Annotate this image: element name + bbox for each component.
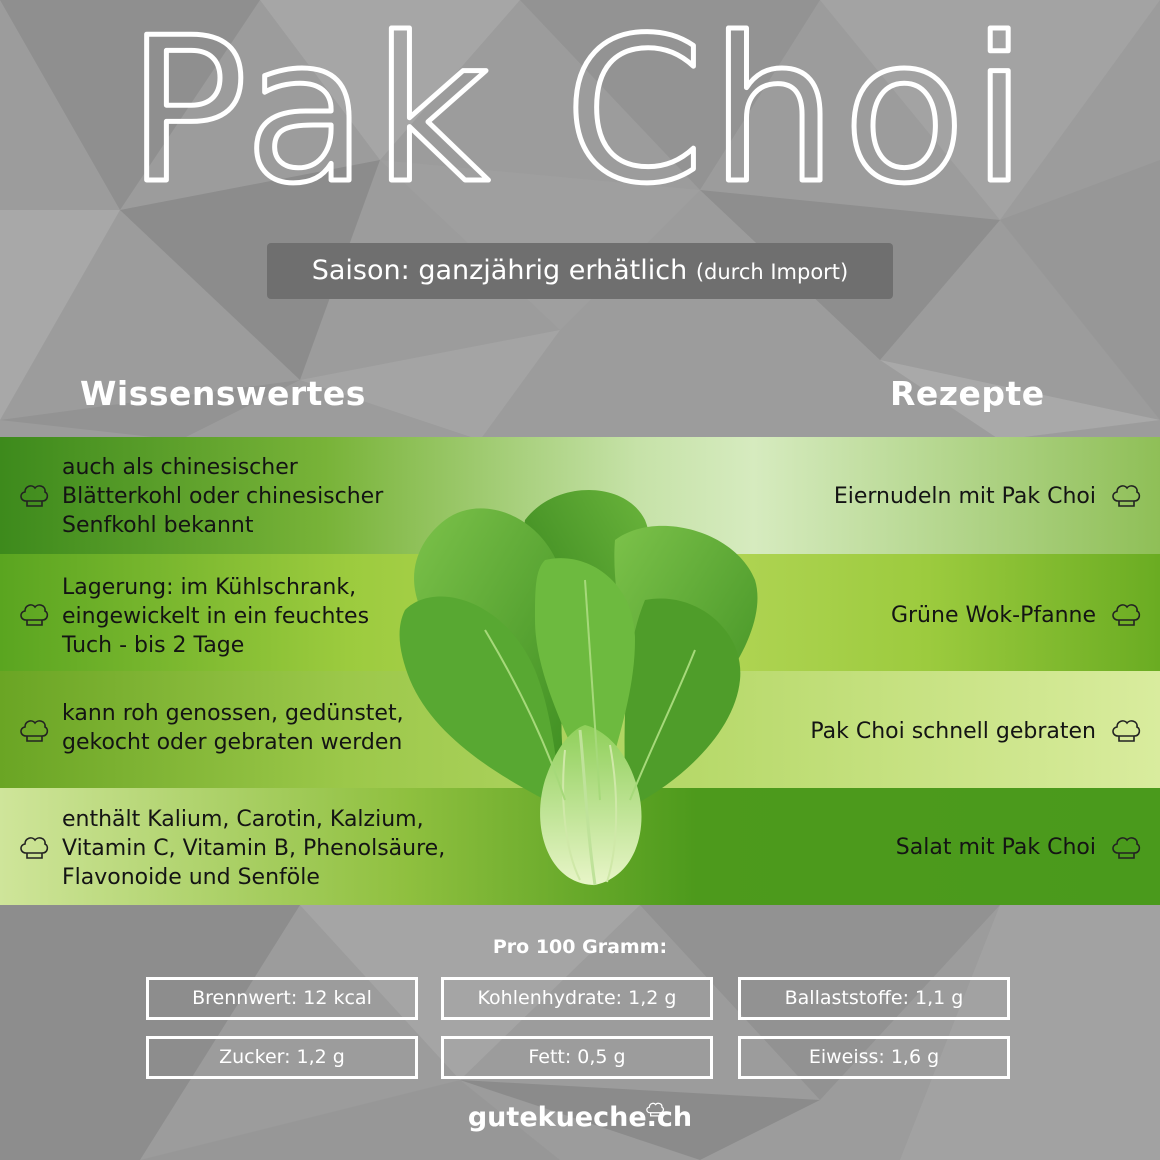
chef-hat-icon bbox=[18, 481, 50, 509]
nutrition-heading: Pro 100 Gramm: bbox=[492, 936, 668, 958]
season-note: (durch Import) bbox=[695, 260, 849, 284]
chef-hat-icon bbox=[1110, 716, 1142, 744]
facts-heading: Wissenswertes bbox=[80, 374, 366, 413]
pak-choi-image bbox=[395, 480, 785, 890]
season-banner bbox=[267, 243, 893, 299]
nutrition-box-energy: Brennwert: 12 kcal bbox=[146, 977, 418, 1020]
brand-logo-text[interactable]: gutekueche.ch bbox=[467, 1102, 693, 1133]
recipe-link-1[interactable]: Eiernudeln mit Pak Choi bbox=[833, 484, 1096, 509]
chef-hat-icon bbox=[1110, 481, 1142, 509]
chef-hat-icon bbox=[18, 833, 50, 861]
fact-item-1: auch als chinesischer Blätterkohl oder chinesischer Senfkohl bekannt bbox=[62, 455, 384, 538]
season-label: Saison: ganzjährig erhätlich bbox=[311, 255, 688, 286]
chef-hat-icon bbox=[1110, 600, 1142, 628]
chef-hat-icon bbox=[1110, 833, 1142, 861]
nutrition-box-protein: Eiweiss: 1,6 g bbox=[738, 1036, 1010, 1079]
nutrition-box-sugar: Zucker: 1,2 g bbox=[146, 1036, 418, 1079]
nutrition-box-fiber: Ballaststoffe: 1,1 g bbox=[738, 977, 1010, 1020]
chef-hat-icon bbox=[18, 600, 50, 628]
fact-item-3: kann roh genossen, gedünstet, gekocht oder gebraten werden bbox=[62, 701, 404, 755]
recipe-link-2[interactable]: Grüne Wok-Pfanne bbox=[890, 603, 1096, 628]
brand-chef-hat-icon bbox=[645, 1100, 665, 1118]
recipe-link-3[interactable]: Pak Choi schnell gebraten bbox=[810, 719, 1096, 744]
nutrition-box-fat: Fett: 0,5 g bbox=[441, 1036, 713, 1079]
page-title: Pak Choi bbox=[127, 0, 1033, 220]
fact-item-2: Lagerung: im Kühlschrank, eingewickelt in ein feuchtes Tuch - bis 2 Tage bbox=[62, 575, 370, 658]
nutrition-box-carbs: Kohlenhydrate: 1,2 g bbox=[441, 977, 713, 1020]
chef-hat-icon bbox=[18, 716, 50, 744]
fact-item-4: enthält Kalium, Carotin, Kalzium, Vitamin C, Vitamin B, Phenolsäure, Flavonoide und Senföle bbox=[62, 807, 446, 890]
recipes-heading: Rezepte bbox=[890, 374, 1045, 413]
recipe-link-4[interactable]: Salat mit Pak Choi bbox=[895, 835, 1096, 860]
title-graphic bbox=[0, 0, 1160, 220]
